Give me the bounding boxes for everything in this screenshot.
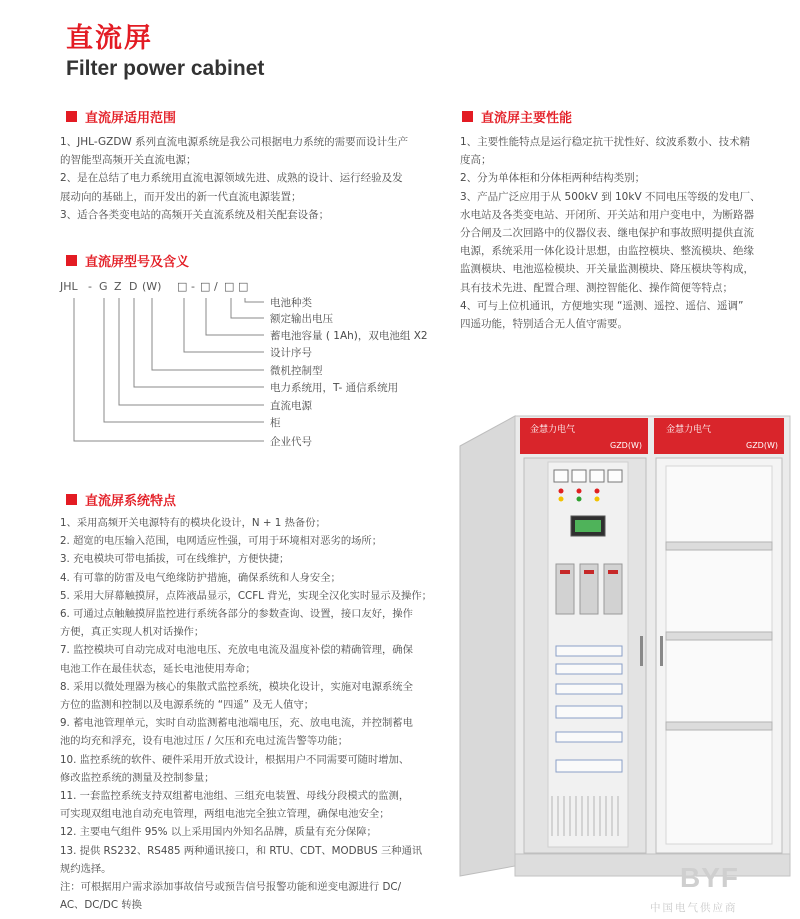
feature-line: 10. 监控系统的软件、硬件采用开放式设计，根据用户不同需要可随时增加、 bbox=[60, 753, 410, 766]
model-connector-lines bbox=[60, 280, 450, 450]
model-heading-text: 直流屏型号及含义 bbox=[85, 255, 190, 270]
feature-line: 2. 超宽的电压输入范围，电网适应性强，可用于环境相对恶劣的场所； bbox=[60, 535, 383, 548]
model-label: 蓄电池容量 ( 1Ah)，双电池组 X2 bbox=[270, 330, 428, 342]
feature-line: 电池工作在最佳状态，延长电池使用寿命； bbox=[60, 662, 256, 675]
brand-left: 金慧力电气 bbox=[530, 425, 576, 435]
scope-line: 展动向的基础上，而开发出的新一代直流电源装置； bbox=[60, 190, 302, 203]
scope-text bbox=[60, 133, 408, 224]
cabinet-illustration bbox=[440, 396, 800, 896]
model-left: GZD(W) bbox=[610, 441, 642, 450]
page-title: 直流屏 bbox=[66, 23, 153, 54]
watermark-subtitle: 中国电气供应商 bbox=[650, 902, 738, 914]
model-label: 电池种类 bbox=[270, 297, 312, 309]
code-char: JHL bbox=[60, 280, 78, 293]
code-char: □ bbox=[200, 280, 211, 293]
feature-line: 池的均充和浮充，设有电池过压 / 欠压和充电过流告警等功能； bbox=[60, 735, 349, 748]
feature-line: AC、DC/DC 转换 bbox=[60, 899, 142, 912]
model-right: GZD(W) bbox=[746, 441, 778, 450]
performance-heading-text: 直流屏主要性能 bbox=[481, 111, 573, 126]
bullet-square-icon bbox=[462, 111, 473, 122]
performance-line: 2、分为单体柜和分体柜两种结构类别； bbox=[460, 172, 646, 185]
scope-line: 1、JHL-GZDW 系列直流电源系统是我公司根据电力系统的需要而设计生产 bbox=[60, 136, 409, 148]
performance-line: 3、产品广泛应用于从 500kV 到 10kV 不同电压等级的发电厂、 bbox=[460, 190, 761, 203]
scope-line: 3、适合各类变电站的高频开关直流系统及相关配套设备； bbox=[60, 208, 330, 221]
code-char: Z bbox=[114, 280, 122, 293]
performance-line: 监测模块、电池巡检模块、开关量监测模块、降压模块等构成， bbox=[460, 263, 754, 276]
feature-line: 7. 监控模块可自动完成对电池电压、充放电电流及温度补偿的精确管理，确保 bbox=[60, 644, 413, 657]
feature-line: 3. 充电模块可带电插拔，可在线维护，方便快捷； bbox=[60, 553, 290, 566]
feature-line: 11. 一套监控系统支持双组蓄电池组、三组充电装置、母线分段模式的监测， bbox=[60, 790, 410, 803]
code-char: □ bbox=[238, 280, 249, 293]
model-label: 柜 bbox=[270, 417, 281, 429]
code-char: (W) bbox=[142, 280, 162, 293]
performance-line: 1、主要性能特点是运行稳定抗干扰性好、纹波系数小、技术精 bbox=[460, 136, 751, 148]
code-char: / bbox=[214, 280, 218, 293]
feature-line: 8. 采用以微处理器为核心的集散式监控系统，模块化设计，实施对电源系统全 bbox=[60, 680, 413, 693]
watermark bbox=[650, 862, 800, 919]
performance-text bbox=[460, 133, 760, 333]
scope-heading bbox=[66, 107, 176, 126]
model-code-diagram bbox=[60, 280, 450, 450]
watermark-logo: BYF bbox=[680, 862, 739, 893]
scope-heading-text: 直流屏适用范围 bbox=[85, 111, 177, 126]
feature-line: 1、采用高频开关电源特有的模块化设计，N + 1 热备份； bbox=[60, 517, 326, 529]
code-char: D bbox=[129, 280, 138, 293]
feature-line: 6. 可通过点触触摸屏监控进行系统各部分的参数查询、设置，接口友好，操作 bbox=[60, 608, 413, 621]
model-label: 额定输出电压 bbox=[270, 313, 333, 325]
page-subtitle: Filter power cabinet bbox=[66, 57, 265, 80]
feature-line: 9. 蓄电池管理单元，实时自动监测蓄电池端电压，充、放电电流，并控制蓄电 bbox=[60, 717, 413, 730]
performance-line: 4、可与上位机通讯，方便地实现 “遥测、遥控、遥信、遥调” bbox=[460, 299, 744, 312]
features-heading bbox=[66, 490, 176, 509]
model-label: 电力系统用，T- 通信系统用 bbox=[270, 382, 399, 394]
feature-line: 12. 主要电气组件 95% 以上采用国内外知名品牌，质量有充分保障； bbox=[60, 826, 377, 839]
performance-line: 四遥功能，特别适合无人值守需要。 bbox=[460, 318, 628, 331]
model-label: 直流电源 bbox=[270, 400, 312, 412]
feature-line: 修改监控系统的测量及控制参量； bbox=[60, 771, 215, 784]
performance-line: 电源，系统采用一体化设计思想，由监控模块、整流模块、绝缘 bbox=[460, 245, 754, 258]
performance-line: 度高； bbox=[460, 154, 492, 167]
model-label: 微机控制型 bbox=[270, 365, 323, 377]
model-label: 设计序号 bbox=[270, 347, 312, 359]
performance-line: 分合闸及二次回路中的仪器仪表、继电保护和事故照明提供直流 bbox=[460, 227, 754, 240]
performance-line: 具有技术先进、配置合理、测控智能化、操作简便等特点； bbox=[460, 281, 733, 294]
feature-line: 13. 提供 RS232、RS485 两种通讯接口，和 RTU、CDT、MODBUS 三种通讯 bbox=[60, 844, 423, 857]
scope-line: 2、是在总结了电力系统用直流电源领域先进、成熟的设计、运行经验及发 bbox=[60, 172, 403, 185]
features-text bbox=[60, 514, 432, 914]
code-char: G bbox=[99, 280, 108, 293]
bullet-square-icon bbox=[66, 255, 77, 266]
code-char: □ bbox=[224, 280, 235, 293]
code-char: - bbox=[88, 280, 92, 293]
feature-line: 方便，真正实现人机对话操作； bbox=[60, 626, 205, 639]
brand-right: 金慧力电气 bbox=[666, 425, 712, 435]
performance-line: 水电站及各类变电站、开闭所、开关站和用户变电中，为断路器 bbox=[460, 208, 754, 221]
model-heading bbox=[66, 251, 189, 270]
code-char: □ bbox=[177, 280, 188, 293]
bullet-square-icon bbox=[66, 494, 77, 505]
features-heading-text: 直流屏系统特点 bbox=[85, 494, 177, 509]
feature-line: 规约选择。 bbox=[60, 862, 112, 875]
feature-line: 4. 有可靠的防雷及电气绝缘防护措施，确保系统和人身安全； bbox=[60, 571, 341, 584]
feature-line: 5. 采用大屏幕触摸屏，点阵液晶显示，CCFL 背光，实现全汉化实时显示及操作； bbox=[60, 589, 432, 602]
performance-heading bbox=[462, 107, 572, 126]
feature-line: 方位的监测和控制以及电源系统的 “四遥” 及无人值守； bbox=[60, 699, 315, 712]
cabinet-drawing bbox=[440, 396, 800, 896]
feature-line: 注：可根据用户需求添加事故信号或预告信号报警功能和逆变电源进行 DC/ bbox=[60, 881, 402, 894]
feature-line: 可实现双组电池自动充电管理，两组电池完全独立管理，确保电池安全； bbox=[60, 808, 390, 821]
scope-line: 的智能型高频开关直流电源； bbox=[60, 154, 197, 167]
bullet-square-icon bbox=[66, 111, 77, 122]
model-label: 企业代号 bbox=[270, 436, 312, 448]
code-char: - bbox=[191, 280, 195, 293]
